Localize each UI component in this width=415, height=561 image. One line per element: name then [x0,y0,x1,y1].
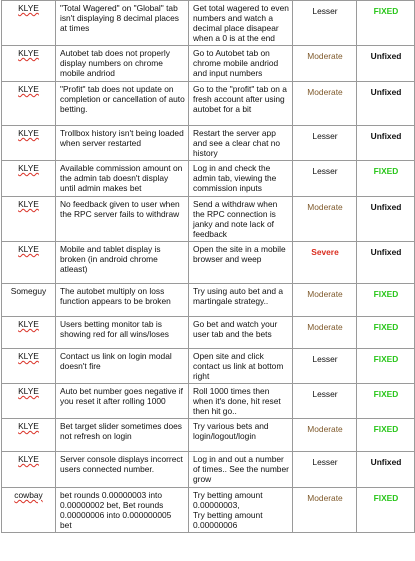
reporter-text: cowbay [14,490,43,500]
issue-cell [56,242,189,284]
severity-cell [293,419,357,452]
status-text: FIXED [373,6,399,16]
reporter-text: KLYE [18,386,39,396]
status-cell [357,161,415,197]
reporter-text: KLYE [18,244,39,254]
repro-cell [189,452,293,488]
status-cell [357,242,415,284]
issue-text: "Total Wagered" on "Global" tab isn't displaying 8 decimal places at times [60,3,179,33]
repro-text: Open the site in a mobile browser and weep [193,244,286,264]
severity-text: Lesser [312,131,338,141]
reporter-text: KLYE [18,163,39,173]
issue-cell [56,317,189,349]
status-cell [357,197,415,242]
issue-cell [56,349,189,384]
status-cell [357,1,415,46]
reporter-text: KLYE [18,199,39,209]
status-cell [357,349,415,384]
severity-text: Moderate [307,424,343,434]
issue-text: Mobile and tablet display is broken (in android chrome atleast) [60,244,161,274]
table-row [2,161,415,197]
repro-cell [189,197,293,242]
severity-text: Moderate [307,202,343,212]
severity-text: Lesser [312,389,338,399]
severity-cell [293,488,357,533]
reporter-cell [2,161,56,197]
status-cell [357,284,415,317]
repro-cell [189,1,293,46]
issue-cell [56,46,189,82]
issue-text: Trollbox history isn't being loaded when server restarted [60,128,184,148]
reporter-cell [2,1,56,46]
status-cell [357,488,415,533]
severity-cell [293,384,357,419]
repro-text: Go to Autobet tab on chrome mobile andriod and input numbers [193,48,279,78]
repro-cell [189,384,293,419]
issue-text: Users betting monitor tab is showing red for all wins/loses [60,319,169,339]
repro-text: Send a withdraw when the RPC connection is janky and note lack of feedback [193,199,278,239]
severity-text: Moderate [307,51,343,61]
issue-cell [56,126,189,161]
repro-text: Open site and click contact us link at bottom right [193,351,284,381]
repro-text: Go to the "profit" tab on a fresh account after using autobet for a bit [193,84,287,114]
status-text: Unfixed [370,247,402,257]
issue-text: Autobet tab does not properly display numbers on chrome mobile andriod [60,48,170,78]
status-text: FIXED [373,424,399,434]
repro-cell [189,242,293,284]
issue-text: Bet target slider sometimes does not refresh on login [60,421,182,441]
issue-text: Server console displays incorrect users connected number. [60,454,183,474]
status-cell [357,126,415,161]
reporter-cell [2,488,56,533]
issue-cell [56,197,189,242]
severity-text: Moderate [307,87,343,97]
repro-cell [189,488,293,533]
issue-text: "Profit" tab does not update on completion or cancellation of auto betting. [60,84,185,114]
reporter-text: KLYE [18,84,39,94]
table-row [2,82,415,126]
repro-cell [189,82,293,126]
issue-text: Contact us link on login modal doesn't fire [60,351,172,371]
severity-cell [293,197,357,242]
severity-cell [293,284,357,317]
severity-text: Moderate [307,322,343,332]
reporter-cell [2,82,56,126]
severity-cell [293,1,357,46]
status-text: FIXED [373,389,399,399]
severity-text: Severe [311,247,339,257]
severity-text: Lesser [312,166,338,176]
reporter-text: Someguy [10,286,47,296]
reporter-text: KLYE [18,48,39,58]
repro-text: Try betting amount 0.00000003, Try betting amount 0.00000006 [193,490,263,530]
reporter-text: KLYE [18,454,39,464]
status-cell [357,452,415,488]
reporter-text: KLYE [18,319,39,329]
status-text: Unfixed [370,202,402,212]
status-text: Unfixed [370,51,402,61]
repro-text: Log in and check the admin tab, viewing the commission inputs [193,163,277,193]
repro-text: Try using auto bet and a martingale strategy.. [193,286,284,306]
repro-cell [189,349,293,384]
status-cell [357,82,415,126]
severity-text: Lesser [312,6,338,16]
issue-text: bet rounds 0.00000003 into 0.00000002 bet, Bet rounds 0.00000006 into 0.000000005 bet [60,490,172,530]
reporter-text: KLYE [18,128,39,138]
repro-text: Go bet and watch your user tab and the bets [193,319,278,339]
issue-text: No feedback given to user when the RPC server fails to withdraw [60,199,180,219]
issue-cell [56,161,189,197]
repro-text: Roll 1000 times then when it's done, hit reset then hit go.. [193,386,281,416]
status-cell [357,317,415,349]
reporter-cell [2,284,56,317]
reporter-text: KLYE [18,351,39,361]
table-row [2,419,415,452]
status-text: FIXED [373,289,399,299]
reporter-cell [2,126,56,161]
issue-cell [56,384,189,419]
severity-cell [293,82,357,126]
issue-cell [56,488,189,533]
severity-cell [293,317,357,349]
repro-text: Restart the server app and see a clear chat no history [193,128,281,158]
issue-cell [56,419,189,452]
repro-text: Get total wagered to even numbers and watch a decimal place disapear when a 0 is at the end [193,3,289,43]
issue-cell [56,1,189,46]
reporter-cell [2,317,56,349]
status-cell [357,384,415,419]
table-row [2,284,415,317]
reporter-cell [2,419,56,452]
severity-cell [293,242,357,284]
severity-cell [293,126,357,161]
status-text: Unfixed [370,131,402,141]
status-text: FIXED [373,354,399,364]
repro-text: Try various bets and login/logout/login [193,421,269,441]
status-text: FIXED [373,322,399,332]
reporter-cell [2,242,56,284]
reporter-text: KLYE [18,3,39,13]
issue-text: The autobet multiply on loss function appears to be broken [60,286,171,306]
bug-table-body [2,1,415,533]
repro-cell [189,419,293,452]
issue-cell [56,82,189,126]
repro-cell [189,126,293,161]
table-row [2,197,415,242]
bug-table [1,0,415,533]
issue-cell [56,284,189,317]
severity-text: Lesser [312,354,338,364]
repro-text: Log in and out a number of times.. See the number grow [193,454,289,484]
repro-cell [189,284,293,317]
table-row [2,126,415,161]
table-row [2,317,415,349]
repro-cell [189,317,293,349]
reporter-cell [2,349,56,384]
severity-cell [293,349,357,384]
table-row [2,1,415,46]
table-row [2,242,415,284]
severity-text: Moderate [307,493,343,503]
severity-cell [293,161,357,197]
severity-text: Moderate [307,289,343,299]
severity-cell [293,452,357,488]
issue-text: Auto bet number goes negative if you reset it after rolling 1000 [60,386,183,406]
reporter-cell [2,197,56,242]
table-row [2,349,415,384]
status-cell [357,46,415,82]
reporter-text: KLYE [18,421,39,431]
repro-cell [189,161,293,197]
status-text: FIXED [373,166,399,176]
severity-text: Lesser [312,457,338,467]
issue-text: Available commission amount on the admin tab doesn't display until admin makes bet [60,163,183,193]
status-text: Unfixed [370,87,402,97]
table-row [2,452,415,488]
status-cell [357,419,415,452]
issue-cell [56,452,189,488]
reporter-cell [2,46,56,82]
reporter-cell [2,384,56,419]
status-text: Unfixed [370,457,402,467]
table-row [2,46,415,82]
reporter-cell [2,452,56,488]
repro-cell [189,46,293,82]
table-row [2,488,415,533]
status-text: FIXED [373,493,399,503]
table-row [2,384,415,419]
severity-cell [293,46,357,82]
